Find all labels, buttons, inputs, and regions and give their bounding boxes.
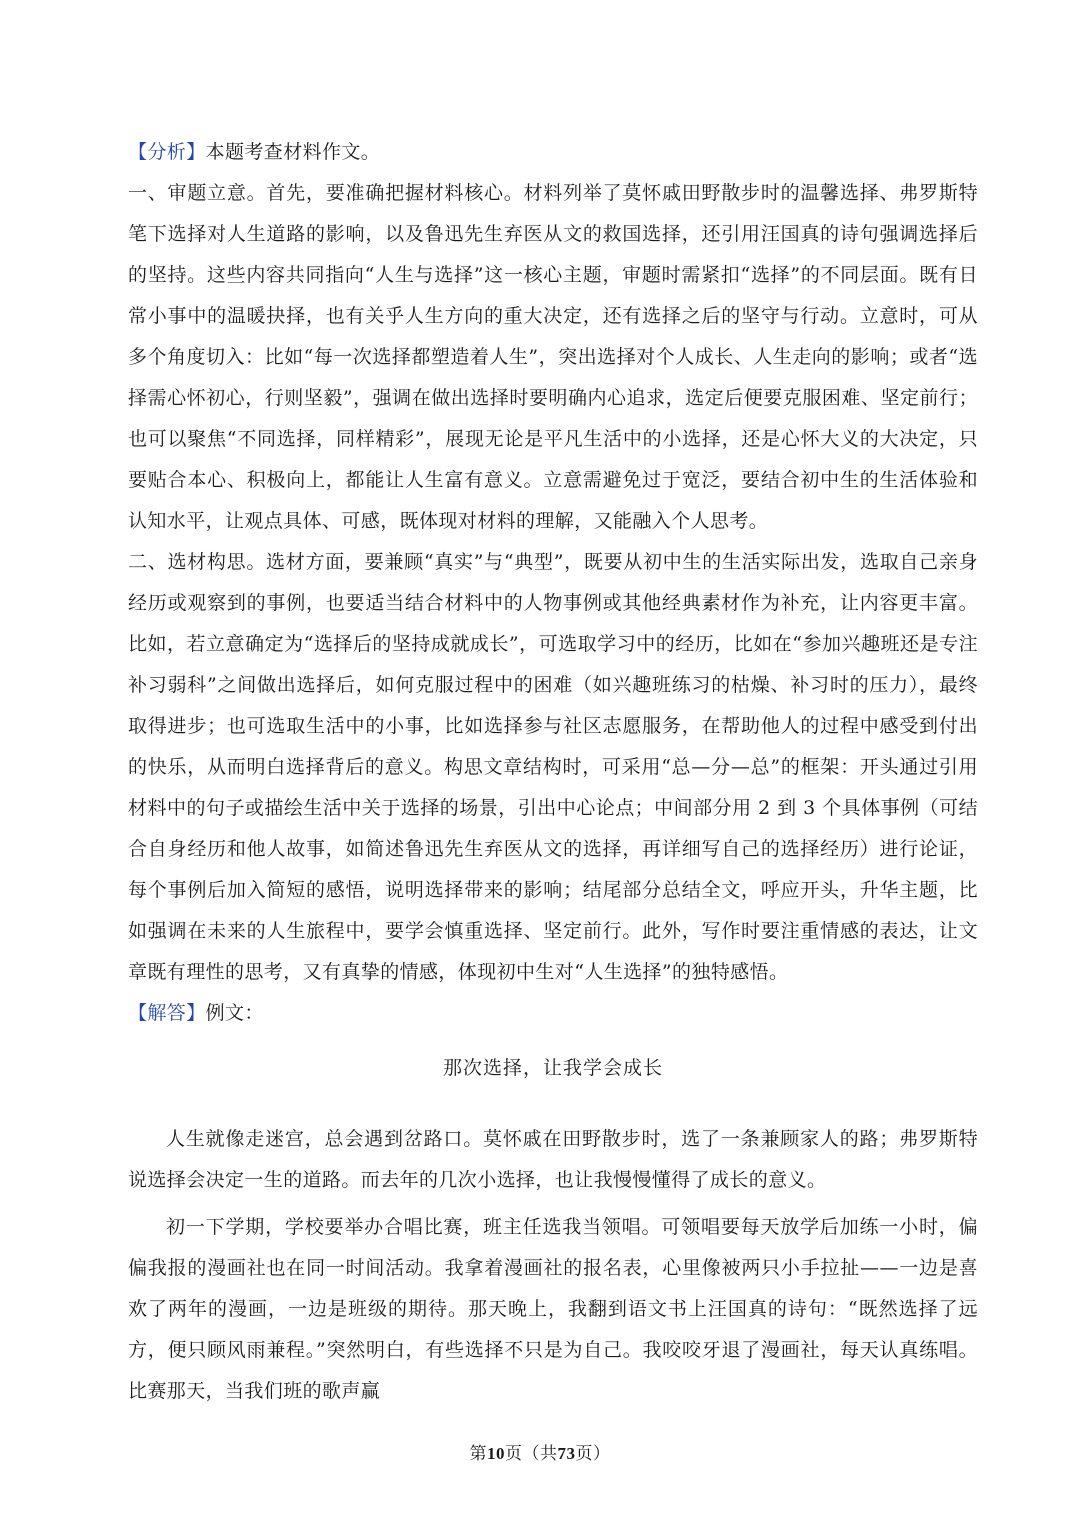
document-page	[128, 132, 978, 1412]
analysis-paragraph-1: 一、审题立意。首先，要准确把握材料核心。材料列举了莫怀戚田野散步时的温馨选择、弗罗斯特笔下选择对人生道路的影响，以及鲁迅先生弃医从文的救国选择，还引用汪国真的诗句强调选择后的坚持。这些内容共同指向“人生与选择”这一核心主题，审题时需紧扣“选择”的不同层面。既有日常小事中的温暖抉择，也有关乎人生方向的重大决定，还有选择之后的坚守与行动。立意时，可从多个角度切入：比如“每一次选择都塑造着人生”，突出选择对个人成长、人生走向的影响；或者“选择需心怀初心，行则坚毅”，强调在做出选择时要明确内心追求，选定后便要克服困难、坚定前行；也可以聚焦“不同选择，同样精彩”，展现无论是平凡生活中的小选择，还是心怀大义的大决定，只要贴合本心、积极向上，都能让人生富有意义。立意需避免过于宽泛，要结合初中生的生活体验和认知水平，让观点具体、可感，既体现对材料的理解，又能融入个人思考。	[128, 182, 978, 532]
answer-intro-text: 例文：	[205, 1002, 264, 1024]
essay-title: 那次选择，让我学会成长	[442, 1057, 663, 1079]
page-footer	[0, 1442, 1080, 1466]
footer-suffix: 页）	[575, 1444, 611, 1464]
analysis-tag: 【分析】	[128, 141, 206, 163]
analysis-intro	[128, 132, 978, 173]
answer-tag: 【解答】	[128, 1002, 206, 1024]
footer-prefix: 第	[469, 1444, 487, 1464]
analysis-intro-text: 本题考查材料作文。	[205, 141, 381, 163]
essay-paragraph-1: 人生就像走迷宫，总会遇到岔路口。莫怀戚在田野散步时，选了一条兼顾家人的路；弗罗斯特说选择会决定一生的道路。而去年的几次小选择，也让我慢慢懂得了成长的意义。	[128, 1128, 978, 1191]
essay-paragraph-2: 初一下学期，学校要举办合唱比赛，班主任选我当领唱。可领唱要每天放学后加练一小时，偏偏我报的漫画社也在同一时间活动。我拿着漫画社的报名表，心里像被两只小手拉扯——一边是喜欢了两年的漫画，一边是班级的期待。那天晚上，我翻到语文书上汪国真的诗句：“既然选择了远方，便只顾风雨兼程。”突然明白，有些选择不只是为自己。我咬咬牙退了漫画社，每天认真练唱。比赛那天，当我们班的歌声赢	[128, 1216, 978, 1402]
footer-page-number: 10	[487, 1444, 505, 1463]
footer-middle: 页（共	[505, 1444, 558, 1464]
footer-total-pages: 73	[557, 1444, 576, 1463]
analysis-paragraph-2: 二、选材构思。选材方面，要兼顾“真实”与“典型”，既要从初中生的生活实际出发，选取自己亲身经历或观察到的事例，也要适当结合材料中的人物事例或其他经典素材作为补充，让内容更丰富。比如，若立意确定为“选择后的坚持成就成长”，可选取学习中的经历，比如在“参加兴趣班还是专注补习弱科”之间做出选择后，如何克服过程中的困难（如兴趣班练习的枯燥、补习时的压力），最终取得进步；也可选取生活中的小事，比如选择参与社区志愿服务，在帮助他人的过程中感受到付出的快乐，从而明白选择背后的意义。构思文章结构时，可采用“总—分—总”的框架：开头通过引用材料中的句子或描绘生活中关于选择的场景，引出中心论点；中间部分用 2 到 3 个具体事例（可结合自身经历和他人故事，如简述鲁迅先生弃医从文的选择，再详细写自己的选择经历）进行论证，每个事例后加入简短的感悟，说明选择带来的影响；结尾部分总结全文，呼应开头，升华主题，比如强调在未来的人生旅程中，要学会慎重选择、坚定前行。此外，写作时要注重情感的表达，让文章既有理性的思考，又有真挚的情感，体现初中生对“人生选择”的独特感悟。	[128, 551, 978, 983]
answer-intro	[128, 993, 978, 1034]
